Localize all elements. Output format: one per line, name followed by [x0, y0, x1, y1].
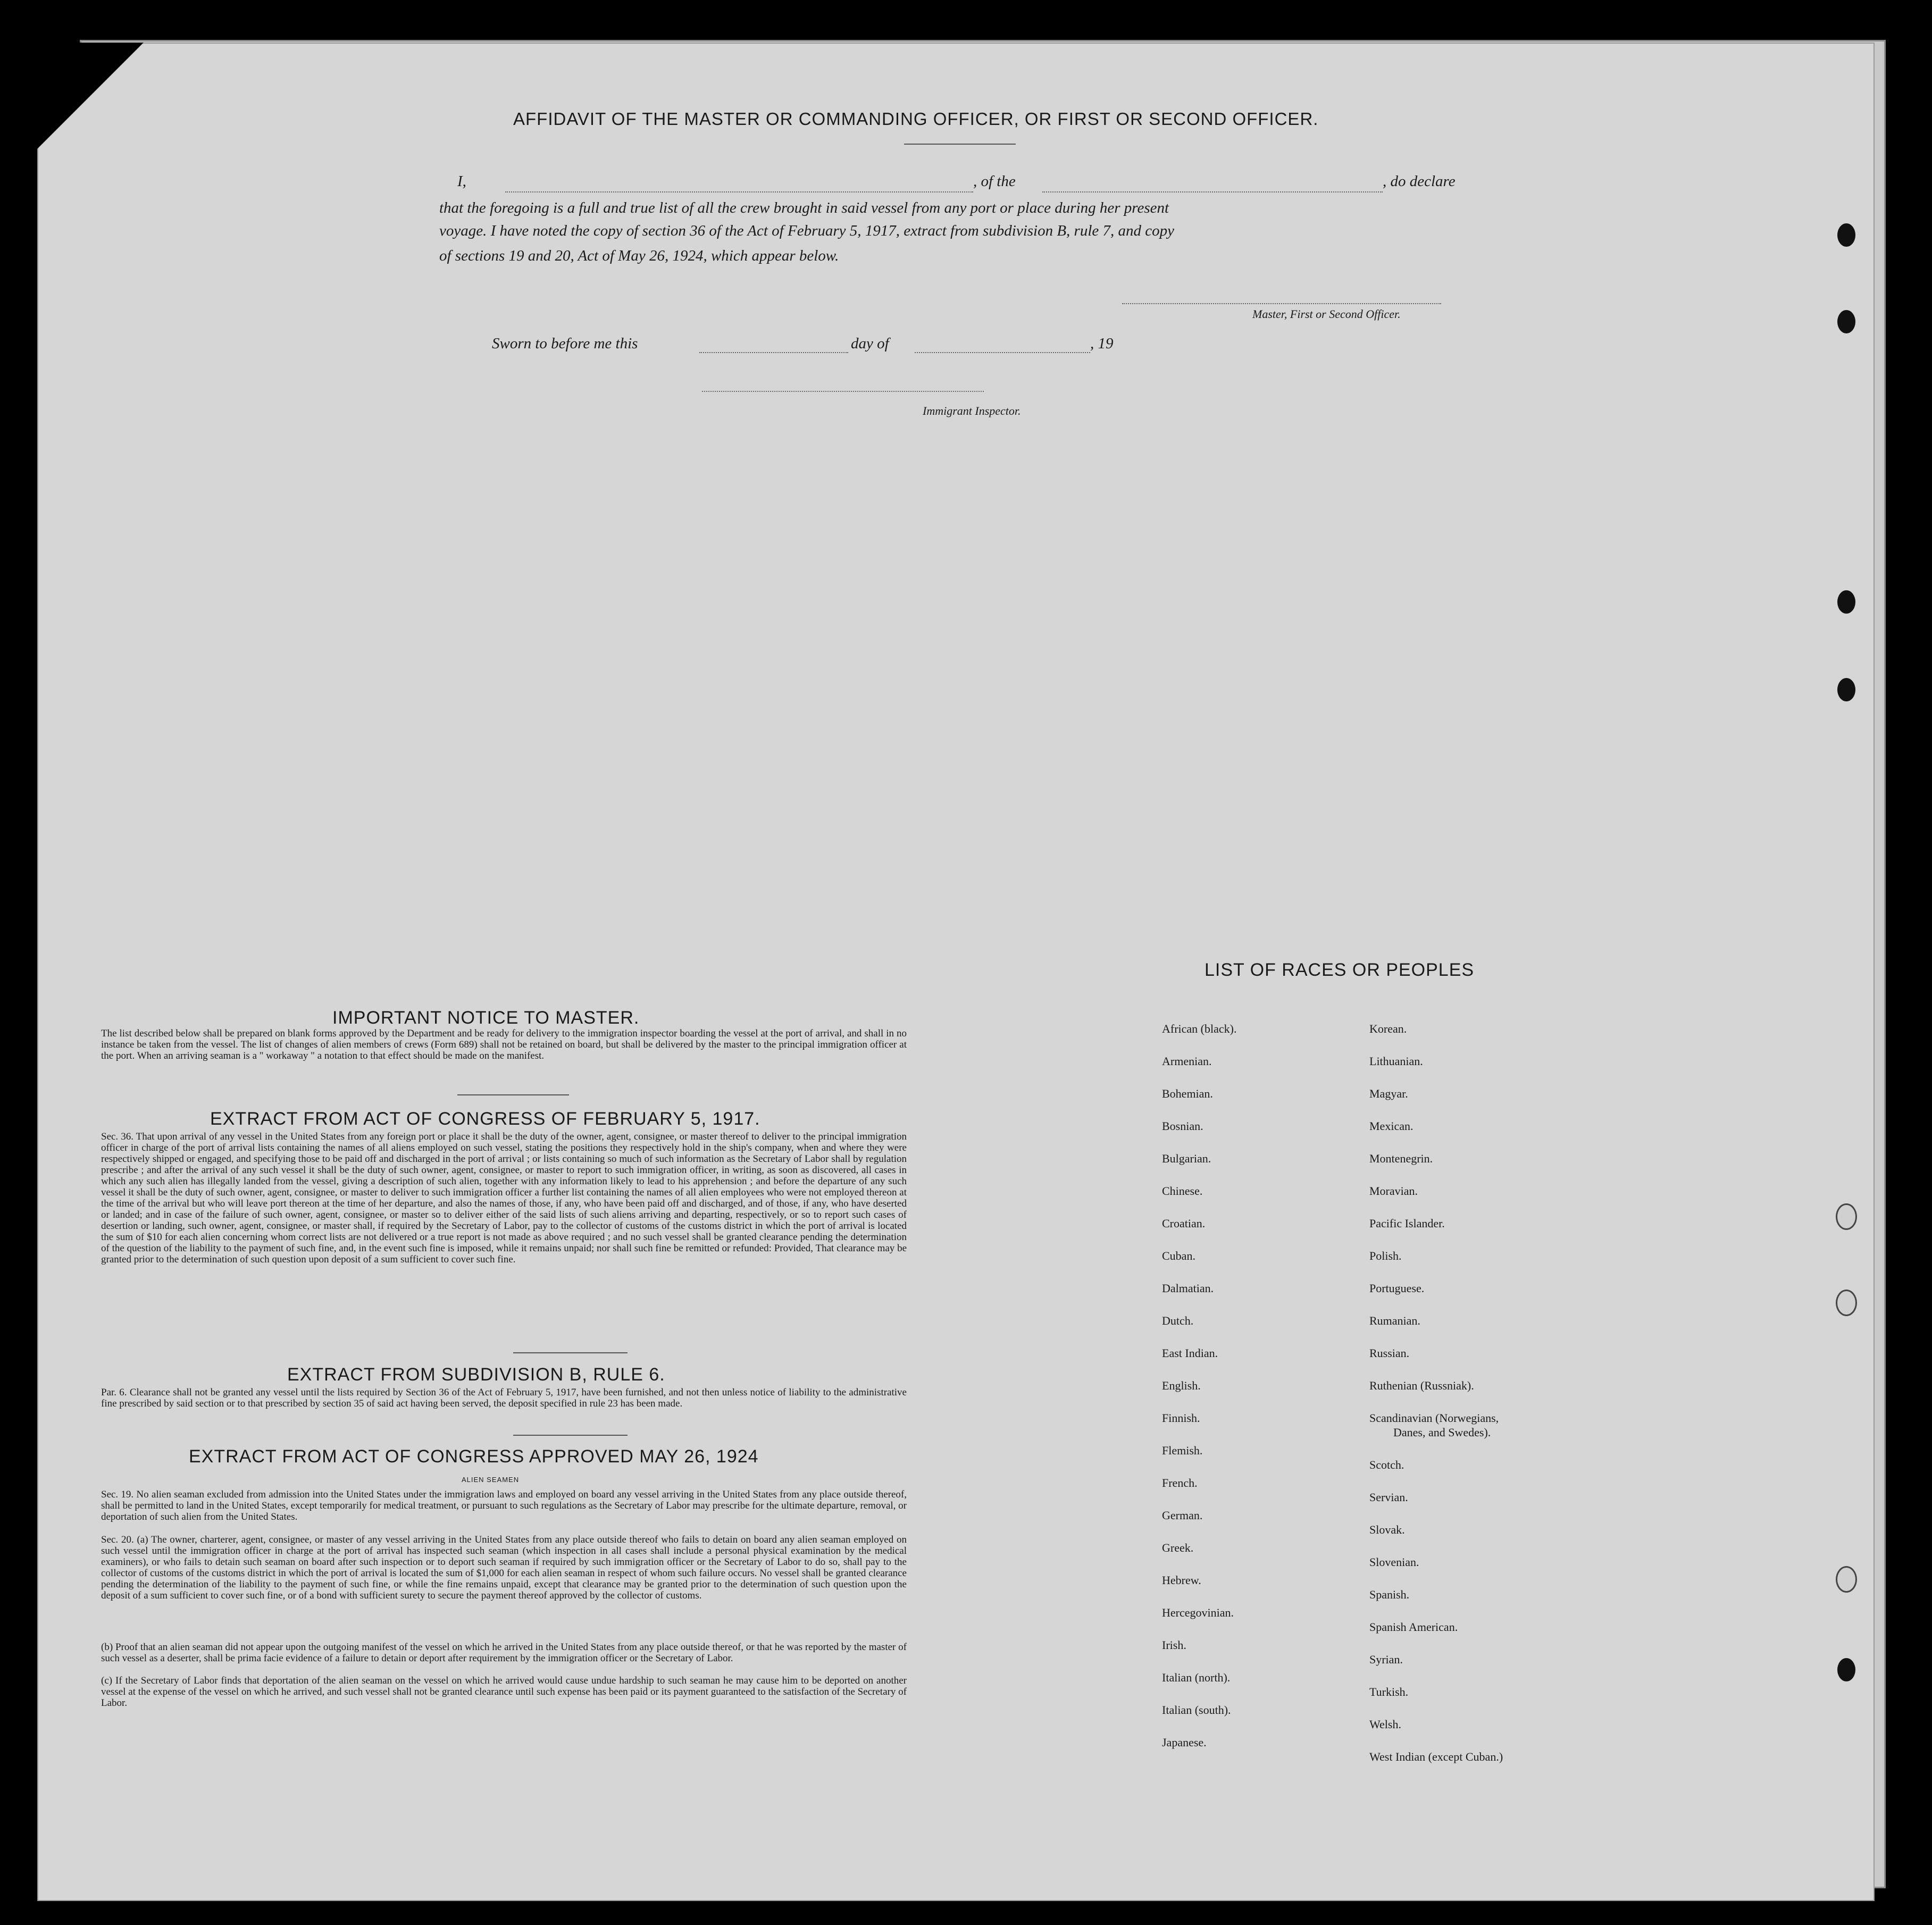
inspector-caption: Immigrant Inspector.	[923, 404, 1021, 417]
race-item: Flemish.	[1162, 1444, 1203, 1457]
extract-1917-body: Sec. 36. That upon arrival of any vessel in the United States from any foreign port or place it shall be the duty of the owner, agent, consignee, or master thereof to deliver to the principal immigration officer in charge of the port of arrival lists containing the names of all aliens employed on such vessel, stating the positions they respectively hold in the ship's company, when and where they were respectively shipped or engaged, and specifying those to be paid off and discharged in the port of arrival ; or lists containing so much of such information as the Secretary of Labor shall by regulation prescribe ; and after the arrival of any such vessel it shall be the duty of such owner, agent, consignee, or master to report to such immigration officer, in writing, as soon as discovered, all cases in which any such alien has illegally landed from the vessel, giving a description of such alien, together with any information likely to lead to his apprehension ; and before the departure of any such vessel it shall be the duty of such owner, agent, consignee, or master to deliver to such immigration officer a further list containing the names of all alien employees who were not employed thereon at the time of the arrival but who will leave port thereon at the time of her departure, and also the names of those, if any, who have been paid off and discharged, and of those, if any, who have deserted or landed; and in case of the failure of such owner, agent, consignee, or master so to deliver either of the said lists of such aliens arriving and departing, respectively, or so to report such cases of desertion or landing, such owner, agent, consignee, or master shall, if required by the Secretary of Labor, pay to the collector of customs of the customs district in which the port of arrival is located the sum of $10 for each alien concerning whom correct lists are not delivered or a true report is not made as above required ; and no such vessel shall be granted clearance pending the determination of the question of the liability to the payment of such fine, and, in the event such fine is imposed, while it remains unpaid; nor shall such fine be remitted or refunded: Provided, That clearance may be granted prior to the determination of such question upon deposit of a sum sufficient to cover such fine.	[101, 1131, 907, 1265]
binder-hole	[1837, 223, 1855, 247]
race-item: Korean.	[1369, 1022, 1407, 1035]
race-item: Rumanian.	[1369, 1314, 1420, 1327]
affidavit-i-label: I,	[457, 173, 466, 190]
race-item: Italian (north).	[1162, 1671, 1231, 1684]
race-item: Spanish American.	[1369, 1620, 1458, 1634]
sec-20c: (c) If the Secretary of Labor finds that deportation of the alien seaman on the vessel on which he arrived would cause undue hardship to such seaman he may cause him to be deported on another vessel at the expense of the vessel on which he arrived, and such vessel shall not be granted clearance until such expense has been paid or its payment guaranteed to the satisfaction of the Secretary of Labor.	[101, 1675, 907, 1709]
race-item: Bulgarian.	[1162, 1152, 1211, 1165]
race-item: Lithuanian.	[1369, 1054, 1423, 1068]
affidavit-line-2: that the foregoing is a full and true list of all the crew brought in said vessel from any port or place during her present	[439, 199, 1169, 216]
sworn-day-blank[interactable]	[699, 352, 848, 353]
folded-corner	[37, 43, 144, 149]
alien-seamen-subtitle: ALIEN SEAMEN	[462, 1476, 520, 1484]
affidavit-title: AFFIDAVIT OF THE MASTER OR COMMANDING OFFICER, OR FIRST OR SECOND OFFICER.	[513, 109, 1319, 129]
race-item: Danes, and Swedes).	[1393, 1426, 1491, 1439]
races-title: LIST OF RACES OR PEOPLES	[1205, 960, 1475, 980]
race-item: Cuban.	[1162, 1249, 1195, 1262]
extract-1924-title: EXTRACT FROM ACT OF CONGRESS APPROVED MAY 26, 1924	[189, 1446, 759, 1467]
name-blank[interactable]	[505, 191, 973, 192]
race-item: Bohemian.	[1162, 1087, 1213, 1100]
race-item: African (black).	[1162, 1022, 1237, 1035]
race-item: Italian (south).	[1162, 1703, 1231, 1717]
rule-6-body: Par. 6. Clearance shall not be granted any vessel until the lists required by Section 36 of the Act of February 5, 1917, have been furnished, and not then unless notice of liability to the administrative fine prescribed by said section or to that prescribed by section 35 of said act having been served, the deposit specified in rule 23 has been made.	[101, 1387, 907, 1409]
document-page	[37, 43, 1875, 1901]
sec-19: Sec. 19. No alien seaman excluded from admission into the United States under the immigration laws and employed on board any vessel arriving in the United States from any place outside thereof, shall be permitted to land in the United States, except temporarily for medical treatment, or pursuant to such regulations as the Secretary of Labor may prescribe for the ultimate departure, removal, or deportation of such alien from the United States.	[101, 1489, 907, 1522]
race-item: Hebrew.	[1162, 1574, 1201, 1587]
race-item: Dalmatian.	[1162, 1282, 1214, 1295]
race-item: West Indian (except Cuban.)	[1369, 1750, 1503, 1763]
binder-hole	[1837, 590, 1855, 614]
race-item: English.	[1162, 1379, 1201, 1392]
day-of-label: day of	[851, 335, 889, 352]
race-item: Japanese.	[1162, 1736, 1207, 1749]
race-item: Pacific Islander.	[1369, 1217, 1445, 1230]
sec-20a: Sec. 20. (a) The owner, charterer, agent, consignee, or master of any vessel arriving in the United States from any place outside thereof who fails to detain on board any alien seaman employed on such vessel until the immigration officer in charge at the port of arrival has inspected such seaman (which inspection in all cases shall include a personal physical examination by the medical examiners), or who fails to detain such seaman on board after such inspection or to deport such seaman if required by such immigration officer or the Secretary of Labor to do so, shall pay to the collector of customs of the customs district in which the port of arrival is located the sum of $1,000 for each alien seaman in respect of whom such failure occurs. No vessel shall be granted clearance pending the determination of the liability to the payment of such fine, or while the fine remains unpaid, except that clearance may be granted prior to the determination of such question upon the deposit of a sum sufficient to cover such fine, or of a bond with sufficient surety to secure the payment thereof approved by the collector of customs.	[101, 1534, 907, 1601]
divider	[513, 1435, 628, 1436]
of-the-label: , of the	[973, 173, 1016, 190]
race-item: Armenian.	[1162, 1054, 1212, 1068]
race-item: Bosnian.	[1162, 1119, 1203, 1133]
affidavit-line-4: of sections 19 and 20, Act of May 26, 1924, which appear below.	[439, 247, 839, 264]
rule-6-title: EXTRACT FROM SUBDIVISION B, RULE 6.	[287, 1365, 665, 1385]
race-item: Mexican.	[1369, 1119, 1414, 1133]
master-signature-line[interactable]	[1122, 303, 1441, 304]
race-item: Greek.	[1162, 1541, 1194, 1554]
binder-hole	[1836, 1290, 1857, 1316]
race-item: Portuguese.	[1369, 1282, 1425, 1295]
vessel-blank[interactable]	[1042, 191, 1383, 192]
notice-title: IMPORTANT NOTICE TO MASTER.	[332, 1008, 640, 1028]
race-item: Croatian.	[1162, 1217, 1206, 1230]
binder-hole	[1836, 1203, 1857, 1230]
extract-1917-title: EXTRACT FROM ACT OF CONGRESS OF FEBRUARY 5, 1917.	[210, 1109, 760, 1129]
race-item: Welsh.	[1369, 1718, 1401, 1731]
race-item: Hercegovinian.	[1162, 1606, 1234, 1619]
year-label: , 19	[1090, 335, 1114, 352]
race-item: Spanish.	[1369, 1588, 1410, 1601]
race-item: Moravian.	[1369, 1184, 1418, 1198]
race-item: Turkish.	[1369, 1685, 1409, 1698]
sec-20b: (b) Proof that an alien seaman did not appear upon the outgoing manifest of the vessel on which he arrived in the United States from any place outside thereof, or that he was reported by the master of such vessel as a deserter, shall be prima facie evidence of a failure to detain or deport after requirement by the immigration officer or the Secretary of Labor.	[101, 1642, 907, 1664]
affidavit-line-3: voyage. I have noted the copy of section 36 of the Act of February 5, 1917, extract from subdivision B, rule 7, and copy	[439, 222, 1175, 239]
race-item: French.	[1162, 1476, 1198, 1489]
binder-hole	[1837, 1658, 1855, 1681]
binder-hole	[1837, 310, 1855, 333]
race-item: Servian.	[1369, 1491, 1408, 1504]
race-item: Irish.	[1162, 1638, 1186, 1652]
notice-body: The list described below shall be prepared on blank forms approved by the Department and be ready for delivery to the immigration inspector boarding the vessel at the port of arrival, and shall in no instance be taken from the vessel. The list of changes of alien members of crews (Form 689) shall not be retained on board, but shall be delivered by the master to the principal immigration officer at the port. When an arriving seaman is a " workaway " a notation to that effect should be made on the manifest.	[101, 1028, 907, 1061]
race-item: Finnish.	[1162, 1411, 1200, 1425]
race-item: Dutch.	[1162, 1314, 1194, 1327]
race-item: Slovak.	[1369, 1523, 1405, 1536]
do-declare-label: , do declare	[1383, 173, 1456, 190]
binder-hole	[1836, 1566, 1857, 1593]
race-item: German.	[1162, 1509, 1203, 1522]
race-item: Polish.	[1369, 1249, 1402, 1262]
race-item: Ruthenian (Russniak).	[1369, 1379, 1474, 1392]
sworn-month-blank[interactable]	[915, 352, 1090, 353]
race-item: Chinese.	[1162, 1184, 1203, 1198]
race-item: Scotch.	[1369, 1458, 1404, 1471]
divider	[513, 1352, 628, 1353]
race-item: Magyar.	[1369, 1087, 1408, 1100]
divider	[457, 1094, 569, 1095]
race-item: Montenegrin.	[1369, 1152, 1433, 1165]
master-signature-caption: Master, First or Second Officer.	[1252, 307, 1401, 321]
race-item: Slovenian.	[1369, 1555, 1419, 1569]
binder-hole	[1837, 678, 1855, 701]
race-item: Scandinavian (Norwegians,	[1369, 1411, 1499, 1425]
race-item: Syrian.	[1369, 1653, 1403, 1666]
race-item: East Indian.	[1162, 1346, 1218, 1360]
divider	[904, 144, 1016, 145]
inspector-signature-line[interactable]	[702, 391, 984, 392]
sworn-label: Sworn to before me this	[492, 335, 638, 352]
race-item: Russian.	[1369, 1346, 1410, 1360]
